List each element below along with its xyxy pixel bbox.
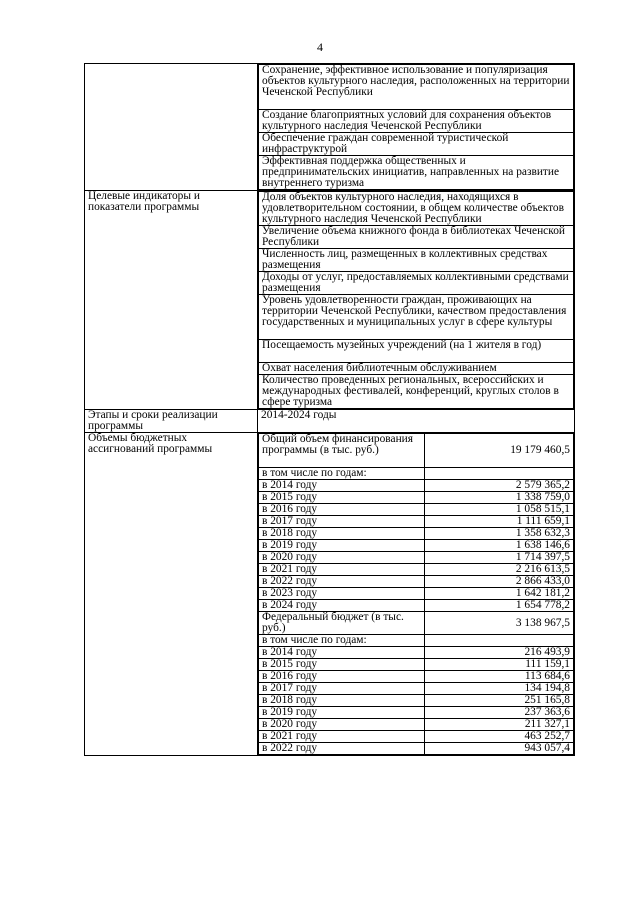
federal-budget-label: Федеральный бюджет (в тыс. руб.)	[259, 612, 425, 635]
federal-year-row	[259, 695, 574, 707]
year-amount: 1 642 181,2	[425, 588, 574, 600]
year-label: в 2024 году	[259, 600, 425, 612]
total-year-row	[259, 516, 574, 528]
year-amount: 111 159,1	[425, 659, 574, 671]
year-label: в 2020 году	[259, 719, 425, 731]
year-label: в 2016 году	[259, 671, 425, 683]
total-year-row	[259, 576, 574, 588]
year-amount: 1 358 632,3	[425, 528, 574, 540]
stages-label: Этапы и сроки реализации программы	[85, 410, 258, 433]
budget-table	[258, 433, 574, 755]
year-amount: 943 057,4	[425, 743, 574, 755]
year-label: в 2022 году	[259, 743, 425, 755]
year-amount: 2 216 613,5	[425, 564, 574, 576]
year-amount: 134 194,8	[425, 683, 574, 695]
year-amount: 1 638 146,6	[425, 540, 574, 552]
page-number: 4	[317, 40, 323, 54]
year-amount: 211 327,1	[425, 719, 574, 731]
year-amount: 2 866 433,0	[425, 576, 574, 588]
federal-year-row	[259, 647, 574, 659]
year-label: в 2017 году	[259, 683, 425, 695]
year-amount: 1 058 515,1	[425, 504, 574, 516]
year-label: в 2014 году	[259, 647, 425, 659]
budget-cell	[258, 433, 575, 756]
year-amount: 216 493,9	[425, 647, 574, 659]
total-year-row	[259, 564, 574, 576]
stages-row	[85, 410, 575, 433]
federal-by-years-label: в том числе по годам:	[259, 635, 425, 647]
by-years-label: в том числе по годам:	[259, 468, 425, 480]
federal-year-row	[259, 707, 574, 719]
federal-year-row	[259, 719, 574, 731]
goals-label-cell	[85, 64, 258, 191]
year-label: в 2015 году	[259, 492, 425, 504]
goal-item: Создание благоприятных условий для сохранения объектов культурного наследия Чеченской Республики	[259, 110, 574, 133]
federal-year-row	[259, 731, 574, 743]
year-amount: 251 165,8	[425, 695, 574, 707]
indicators-row	[85, 191, 575, 410]
goals-items-cell	[258, 64, 575, 191]
total-financing-value: 19 179 460,5	[425, 434, 574, 468]
total-year-row	[259, 480, 574, 492]
goals-row	[85, 64, 575, 191]
year-amount: 1 111 659,1	[425, 516, 574, 528]
year-label: в 2019 году	[259, 707, 425, 719]
indicator-item: Количество проведенных региональных, всероссийских и международных фестивалей, конференций, круглых столов в сфере туризма	[259, 375, 574, 409]
year-amount: 463 252,7	[425, 731, 574, 743]
federal-year-row	[259, 659, 574, 671]
year-label: в 2017 году	[259, 516, 425, 528]
year-amount: 1 338 759,0	[425, 492, 574, 504]
year-label: в 2016 году	[259, 504, 425, 516]
total-year-row	[259, 540, 574, 552]
federal-year-row	[259, 743, 574, 755]
year-amount: 113 684,6	[425, 671, 574, 683]
goal-item: Сохранение, эффективное использование и популяризация объектов культурного наследия, расположенных на территории Чеченской Республики	[259, 65, 574, 110]
indicator-item: Посещаемость музейных учреждений (на 1 жителя в год)	[259, 340, 574, 363]
federal-year-row	[259, 683, 574, 695]
program-passport-table	[84, 63, 575, 756]
year-label: в 2021 году	[259, 731, 425, 743]
year-amount: 1 654 778,2	[425, 600, 574, 612]
indicator-item: Увеличение объема книжного фонда в библиотеках Чеченской Республики	[259, 226, 574, 249]
total-year-row	[259, 504, 574, 516]
budget-label: Объемы бюджетных ассигнований программы	[85, 433, 258, 756]
indicators-items-cell	[258, 191, 575, 410]
total-financing-label: Общий объем финансирования программы (в тыс. руб.)	[259, 434, 425, 468]
year-label: в 2021 году	[259, 564, 425, 576]
goal-item: Обеспечение граждан современной туристической инфраструктурой	[259, 133, 574, 156]
year-label: в 2022 году	[259, 576, 425, 588]
year-amount: 237 363,6	[425, 707, 574, 719]
indicator-item: Доходы от услуг, предоставляемых коллективными средствами размещения	[259, 272, 574, 295]
goals-list	[258, 64, 574, 190]
total-year-row	[259, 600, 574, 612]
year-amount: 1 714 397,5	[425, 552, 574, 564]
indicator-item: Доля объектов культурного наследия, находящихся в удовлетворительном состоянии, в общем количестве объектов культурного наследия Чеченской Республики	[259, 192, 574, 226]
goal-item: Эффективная поддержка общественных и предпринимательских инициатив, направленных на развитие внутреннего туризма	[259, 156, 574, 190]
year-label: в 2018 году	[259, 528, 425, 540]
year-label: в 2015 году	[259, 659, 425, 671]
year-label: в 2018 году	[259, 695, 425, 707]
indicator-item: Охват населения библиотечным обслуживанием	[259, 363, 574, 375]
federal-budget-value: 3 138 967,5	[425, 612, 574, 635]
year-amount: 2 579 365,2	[425, 480, 574, 492]
year-label: в 2014 году	[259, 480, 425, 492]
indicators-label: Целевые индикаторы и показатели программы	[85, 191, 258, 410]
indicators-list	[258, 191, 574, 409]
year-label: в 2020 году	[259, 552, 425, 564]
budget-row	[85, 433, 575, 756]
federal-year-row	[259, 671, 574, 683]
total-year-row	[259, 588, 574, 600]
total-year-row	[259, 492, 574, 504]
indicator-item: Уровень удовлетворенности граждан, проживающих на территории Чеченской Республики, качеством предоставления государственных и муниципальных услуг в сфере культуры	[259, 295, 574, 340]
total-year-row	[259, 552, 574, 564]
stages-value: 2014-2024 годы	[258, 410, 575, 433]
year-label: в 2019 году	[259, 540, 425, 552]
total-year-row	[259, 528, 574, 540]
year-label: в 2023 году	[259, 588, 425, 600]
indicator-item: Численность лиц, размещенных в коллективных средствах размещения	[259, 249, 574, 272]
